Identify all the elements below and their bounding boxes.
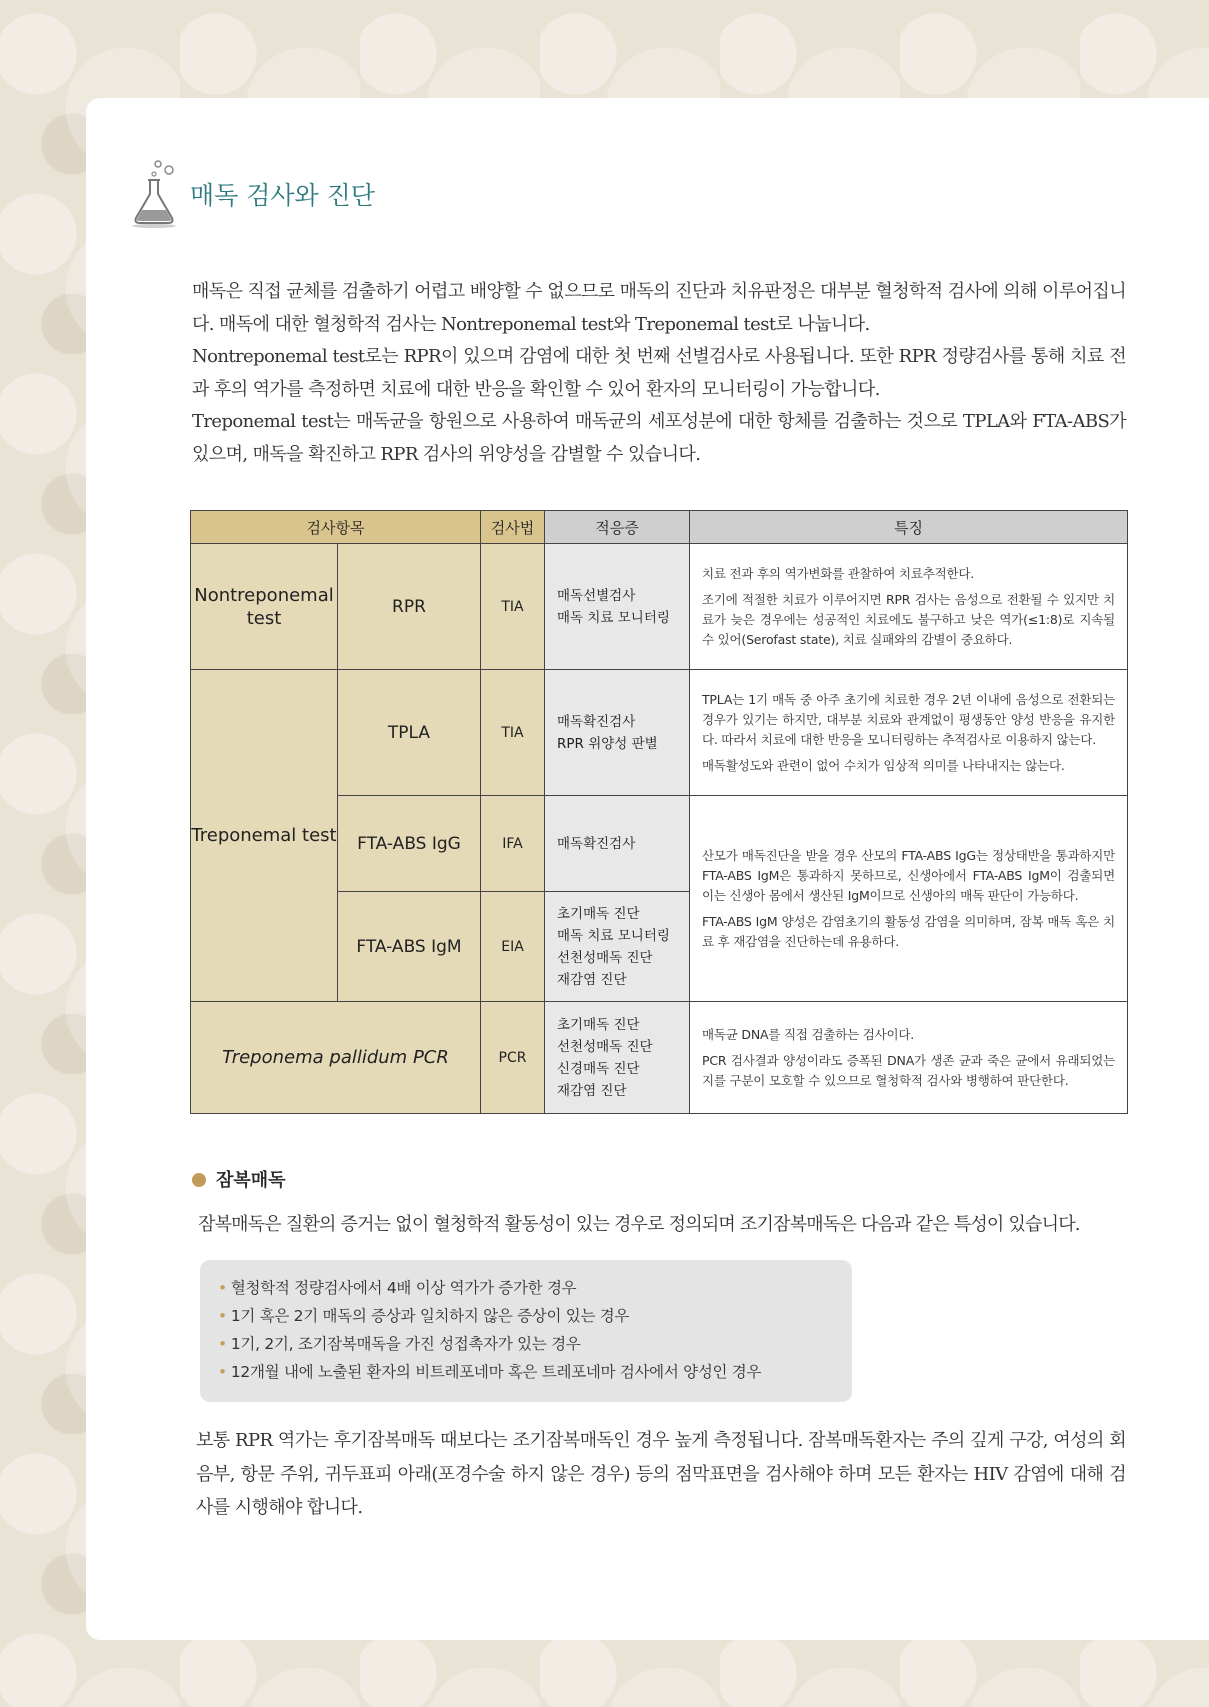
- bullet-icon: •: [218, 1307, 227, 1325]
- intro-paragraph: Nontreponemal test로는 RPR이 있으며 감염에 대한 첫 번째 선별검사로 사용됩니다. 또한 RPR 정량검사를 통해 치료 전과 후의 역가를 측정하면 치료에 대한 반응을 확인할 수 있어 환자의 모니터링이 가능합니다.: [192, 346, 1126, 400]
- indication-line: 재감염 진단: [557, 1082, 627, 1099]
- method-pcr: PCR: [481, 1002, 545, 1114]
- table-row: [191, 544, 1128, 670]
- feature-tpla: [690, 670, 1128, 796]
- table-row: [191, 1002, 1128, 1114]
- indication-igm: [545, 892, 690, 1002]
- feature-text: 산모가 매독진단을 받을 경우 산모의 FTA-ABS IgG는 정상태반을 통과하지만 FTA-ABS IgM은 통과하지 못하므로, 신생아에서 FTA-ABS IgM이 검출되면 이는 신생아 몸에서 생산된 IgM이므로 신생아의 매독 판단이 가능하다.: [702, 847, 1115, 903]
- page-title: 매독 검사와 진단: [190, 181, 375, 210]
- table-row: [191, 670, 1128, 796]
- bullet-icon: •: [218, 1363, 227, 1381]
- indication-line: 선천성매독 진단: [557, 949, 653, 966]
- flask-icon: [128, 158, 184, 228]
- intro-text: [192, 276, 1126, 471]
- category-treponemal: Treponemal test: [191, 670, 338, 1002]
- feature-text: TPLA는 1기 매독 중 아주 초기에 치료한 경우 2년 이내에 음성으로 전환되는 경우가 있기는 하지만, 대부분 치료와 관계없이 평생동안 양성 반응을 유지한다. 따라서 치료에 대한 반응을 모니터링하는 추적검사로 이용하지 않는다.: [702, 691, 1115, 747]
- header-indication: 적응증: [545, 511, 690, 544]
- indication-line: RPR 위양성 판별: [557, 735, 658, 752]
- criteria-text: 12개월 내에 노출된 환자의 비트레포네마 혹은 트레포네마 검사에서 양성인 경우: [230, 1363, 762, 1381]
- method-igm: EIA: [481, 892, 545, 1002]
- item-pcr: Treponema pallidum PCR: [191, 1002, 481, 1114]
- indication-rpr: [545, 544, 690, 670]
- indication-line: 재감염 진단: [557, 971, 627, 988]
- header-method: 검사법: [481, 511, 545, 544]
- method-tpla: TIA: [481, 670, 545, 796]
- indication-line: 매독확진검사: [557, 713, 636, 730]
- item-rpr: RPR: [338, 544, 481, 670]
- indication-line: 신경매독 진단: [557, 1060, 640, 1077]
- criteria-box: [200, 1260, 852, 1402]
- indication-line: 매독선별검사: [557, 587, 636, 604]
- latent-intro-text: 잠복매독은 질환의 증거는 없이 혈청학적 활동성이 있는 경우로 정의되며 조기잠복매독은 다음과 같은 특성이 있습니다.: [198, 1214, 1080, 1235]
- feature-fta-abs: [690, 796, 1128, 1002]
- feature-text: FTA-ABS IgM 양성은 감염초기의 활동성 감염을 의미하며, 잠복 매독 혹은 치료 후 재감염을 진단하는데 유용하다.: [702, 913, 1115, 949]
- criteria-list: [200, 1260, 852, 1386]
- feature-text: PCR 검사결과 양성이라도 증폭된 DNA가 생존 균과 죽은 균에서 유래되었는지를 구분이 모호할 수 있으므로 혈청학적 검사와 병행하여 판단한다.: [702, 1052, 1115, 1088]
- indication-line: 매독확진검사: [557, 835, 636, 852]
- indication-tpla: [545, 670, 690, 796]
- list-item: [218, 1274, 852, 1302]
- header-feature: 특징: [690, 511, 1128, 544]
- feature-pcr: [690, 1002, 1128, 1114]
- indication-pcr: [545, 1002, 690, 1114]
- method-igg: IFA: [481, 796, 545, 892]
- criteria-text: 혈청학적 정량검사에서 4배 이상 역가가 증가한 경우: [230, 1279, 577, 1297]
- feature-text: 매독균 DNA를 직접 검출하는 검사이다.: [702, 1026, 915, 1042]
- feature-text: 매독활성도와 관련이 없어 수치가 임상적 의미를 나타내지는 않는다.: [702, 757, 1065, 773]
- list-item: [218, 1302, 852, 1330]
- criteria-text: 1기, 2기, 조기잠복매독을 가진 성접촉자가 있는 경우: [230, 1335, 581, 1353]
- syphilis-test-table: [190, 510, 1128, 1114]
- feature-text: 치료 전과 후의 역가변화를 관찰하여 치료추적한다.: [702, 565, 975, 581]
- item-tpla: TPLA: [338, 670, 481, 796]
- indication-line: 초기매독 진단: [557, 905, 640, 922]
- list-item: [218, 1330, 852, 1358]
- bullet-icon: •: [218, 1335, 227, 1353]
- item-fta-abs-igm: FTA-ABS IgM: [338, 892, 481, 1002]
- bullet-icon: •: [218, 1279, 227, 1297]
- indication-line: 매독 치료 모니터링: [557, 609, 670, 626]
- indication-igg: [545, 796, 690, 892]
- header-test-item: 검사항목: [191, 511, 481, 544]
- indication-line: 선천성매독 진단: [557, 1038, 653, 1055]
- closing-paragraph: 보통 RPR 역가는 후기잠복매독 때보다는 조기잠복매독인 경우 높게 측정됩니다. 잠복매독환자는 주의 깊게 구강, 여성의 회음부, 항문 주위, 귀두표피 아래(포경수술 하지 않은 경우) 등의 점막표면을 검사해야 하며 모든 환자는 HIV 감염에 대해 검사를 시행해야 합니다.: [196, 1430, 1126, 1518]
- feature-rpr: [690, 544, 1128, 670]
- method-rpr: TIA: [481, 544, 545, 670]
- section-heading-text: 잠복매독: [216, 1170, 286, 1191]
- indication-line: 초기매독 진단: [557, 1016, 640, 1033]
- feature-text: 조기에 적절한 치료가 이루어지면 RPR 검사는 음성으로 전환될 수 있지만 치료가 늦은 경우에는 성공적인 치료에도 불구하고 낮은 역가(≤1:8)로 지속될 수 있어(Serofast state), 치료 실패와의 감별이 중요하다.: [702, 591, 1115, 647]
- bullet-dot-icon: [192, 1173, 206, 1187]
- criteria-text: 1기 혹은 2기 매독의 증상과 일치하지 않은 증상이 있는 경우: [230, 1307, 630, 1325]
- list-item: [218, 1358, 852, 1386]
- item-fta-abs-igg: FTA-ABS IgG: [338, 796, 481, 892]
- category-nontreponemal: Nontreponemal test: [191, 544, 338, 670]
- indication-line: 매독 치료 모니터링: [557, 927, 670, 944]
- table-header-row: [191, 511, 1128, 544]
- intro-paragraph: Treponemal test는 매독균을 항원으로 사용하여 매독균의 세포성분에 대한 항체를 검출하는 것으로 TPLA와 FTA-ABS가 있으며, 매독을 확진하고 RPR 검사의 위양성을 감별할 수 있습니다.: [192, 411, 1126, 465]
- intro-paragraph: 매독은 직접 균체를 검출하기 어렵고 배양할 수 없으므로 매독의 진단과 치유판정은 대부분 혈청학적 검사에 의해 이루어집니다. 매독에 대한 혈청학적 검사는 Nontreponemal test와 Treponemal test로 나눕니다.: [192, 281, 1126, 335]
- section-heading-latent: [192, 1166, 286, 1192]
